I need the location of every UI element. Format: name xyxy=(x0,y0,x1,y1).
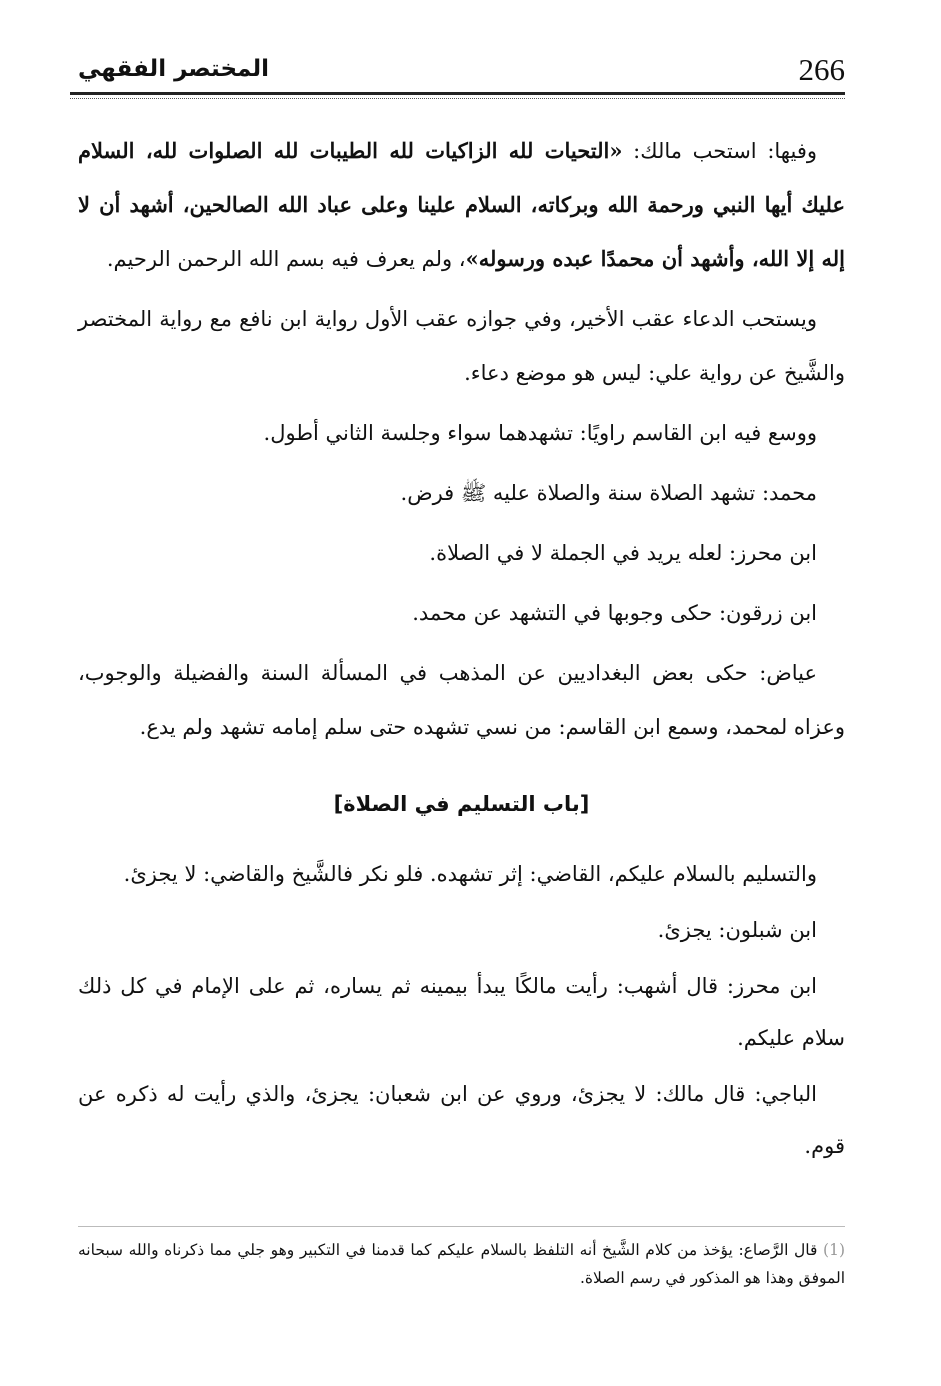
paragraph-4: محمد: تشهد الصلاة سنة والصلاة عليه ﷺ فرض. xyxy=(400,481,817,505)
paragraph-7: عياض: حكى بعض البغداديين عن المذهب في المسألة السنة والفضيلة والوجوب، وعزاه لمحمد، وسمع ابن القاسم: من نسي تشهده حتى سلم إمامه تشهد ولم يدع. xyxy=(78,661,845,739)
paragraph-3: ووسع فيه ابن القاسم راويًا: تشهدهما سواء وجلسة الثاني أطول. xyxy=(263,421,817,445)
section-paragraph-1: والتسليم بالسلام عليكم، القاضي: إثر تشهده. فلو نكر فالشَّيخ والقاضي: لا يجزئ. xyxy=(123,862,817,886)
paragraph-5: ابن محرز: لعله يريد في الجملة لا في الصلاة. xyxy=(429,541,817,565)
paragraph-1-lead: وفيها: استحب مالك: xyxy=(622,139,817,163)
footnote-marker: (1) xyxy=(823,1241,845,1259)
section-heading: [باب التسليم في الصلاة] xyxy=(333,792,590,816)
paragraph-1-tail: ، ولم يعرف فيه بسم الله الرحمن الرحيم. xyxy=(106,247,466,271)
footnote-text: قال الرَّصاع: يؤخذ من كلام الشَّيخ أنه التلفظ بالسلام عليكم كما قدمنا في التكبير وهو جلي مما ذكرناه والله سبحانه الموفق وهذا هو المذكور في رسم الصلاة. xyxy=(78,1241,845,1287)
footnote-divider xyxy=(78,1226,845,1227)
tashahhud-quote: «التحيات لله الزاكيات لله الطيبات لله الصلوات لله، السلام عليك أيها النبي ورحمة الله وبركاته، السلام علينا وعلى عباد الله الصالحين، أشهد أن لا إله إلا الله، وأشهد أن محمدًا عبده ورسوله» xyxy=(78,138,845,271)
page-number: 266 xyxy=(798,52,845,87)
page-header xyxy=(70,48,845,96)
section-paragraph-4: الباجي: قال مالك: لا يجزئ، وروي عن ابن شعبان: يجزئ، والذي رأيت له ذكره عن قوم. xyxy=(78,1082,845,1158)
paragraph-2: ويستحب الدعاء عقب الأخير، وفي جوازه عقب الأول رواية ابن نافع مع رواية المختصر والشَّيخ عن رواية علي: ليس هو موضع دعاء. xyxy=(78,307,845,385)
main-text xyxy=(78,124,845,760)
section-text xyxy=(78,848,845,1176)
header-divider xyxy=(70,92,845,95)
footnote xyxy=(78,1236,845,1292)
paragraph-1 xyxy=(78,124,845,286)
book-title: المختصر الفقهي xyxy=(78,56,269,82)
header-divider-dotted xyxy=(70,98,845,99)
section-paragraph-2: ابن شبلون: يجزئ. xyxy=(657,918,817,942)
paragraph-6: ابن زرقون: حكى وجوبها في التشهد عن محمد. xyxy=(412,601,817,625)
section-paragraph-3: ابن محرز: قال أشهب: رأيت مالكًا يبدأ بيمينه ثم يساره، ثم على الإمام في كل ذلك سلام عليكم. xyxy=(78,974,845,1050)
